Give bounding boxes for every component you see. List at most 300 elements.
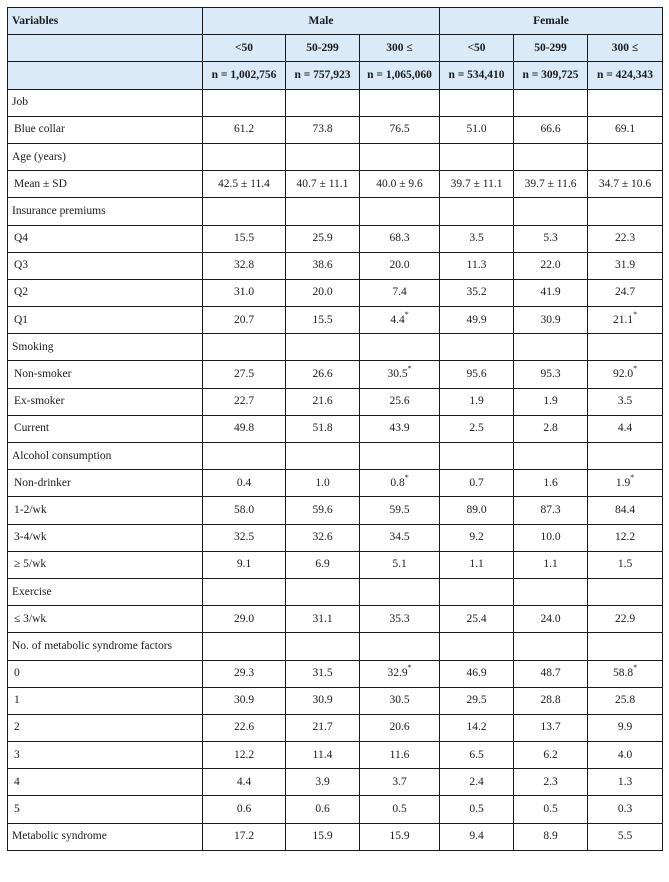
table-cell — [588, 660, 663, 687]
section-label: No. of metabolic syndrome factors — [8, 633, 203, 660]
table-cell — [588, 334, 663, 361]
table-cell — [360, 415, 440, 442]
cell-value: 29.5 — [466, 694, 487, 707]
table-cell — [588, 225, 663, 252]
table-cell — [203, 307, 286, 334]
cell-value: 39.7 ± 11.1 — [450, 177, 503, 190]
table-cell — [588, 415, 663, 442]
header-size: 300 ≤ — [588, 35, 663, 62]
table-cell — [203, 660, 286, 687]
table-cell — [203, 606, 286, 633]
cell-value: 0.8 — [390, 476, 405, 489]
cell-value: 38.6 — [312, 259, 333, 272]
cell-value: 22.0 — [540, 259, 561, 272]
cell-value: 2.4 — [469, 775, 484, 788]
cell-value: 4.0 — [617, 748, 633, 761]
cell-value: 11.6 — [389, 748, 410, 761]
cell-value: 30.5 — [387, 368, 408, 381]
cell-value: 41.9 — [540, 286, 561, 299]
significance-marker: * — [630, 472, 635, 482]
cell-value: 58.8 — [612, 667, 634, 680]
significance-marker: * — [633, 663, 638, 673]
table-cell — [588, 578, 663, 605]
cell-value: 32.9 — [387, 667, 408, 680]
cell-value: 21.1 — [612, 313, 634, 326]
table-cell — [588, 198, 663, 225]
row-label: 5 — [8, 796, 203, 823]
table-cell — [203, 225, 286, 252]
row-label: Current — [8, 415, 203, 442]
section-row — [8, 823, 663, 850]
table-cell — [286, 252, 360, 279]
cell-value: 9.1 — [236, 558, 252, 571]
section-row — [8, 578, 663, 605]
table-row — [8, 524, 663, 551]
table-cell — [440, 443, 514, 470]
table-cell — [203, 116, 286, 143]
cell-value: 95.6 — [466, 368, 487, 381]
cell-value: 1.9 — [543, 395, 558, 408]
table-cell — [588, 524, 663, 551]
table-cell — [440, 198, 514, 225]
table-cell — [286, 660, 360, 687]
table-row — [8, 470, 663, 497]
header-count: n = 424,343 — [588, 62, 663, 89]
table-cell — [286, 388, 360, 415]
cell-value: 21.7 — [312, 721, 333, 734]
table-cell — [286, 606, 360, 633]
header-blank — [8, 62, 203, 89]
table-row — [8, 388, 663, 415]
significance-marker: * — [633, 364, 638, 374]
table-cell — [440, 742, 514, 769]
row-label: 3 — [8, 742, 203, 769]
table-cell — [440, 171, 514, 198]
table-cell — [286, 470, 360, 497]
table-cell — [286, 769, 360, 796]
table-cell — [440, 279, 514, 306]
cell-value: 26.6 — [312, 368, 333, 381]
cell-value: 89.0 — [466, 503, 487, 516]
cell-value: 5.5 — [617, 830, 633, 843]
cell-value: 29.0 — [233, 612, 255, 625]
cell-value: 35.3 — [389, 612, 410, 625]
cell-value: 25.6 — [389, 395, 410, 408]
cell-value: 13.7 — [540, 721, 561, 734]
cell-value: 28.8 — [540, 694, 561, 707]
table-cell — [360, 279, 440, 306]
cell-value: 92.0 — [612, 368, 634, 381]
cell-value: 15.5 — [312, 313, 333, 326]
table-cell — [440, 143, 514, 170]
cell-value: 31.0 — [233, 286, 255, 299]
table-cell — [588, 633, 663, 660]
table-cell — [514, 470, 588, 497]
cell-value: 22.9 — [614, 612, 636, 625]
table-row — [8, 606, 663, 633]
cell-value: 25.4 — [466, 612, 487, 625]
table-cell — [203, 89, 286, 116]
cell-value: 5.1 — [392, 558, 407, 571]
table-cell — [203, 497, 286, 524]
table-cell — [514, 361, 588, 388]
table-cell — [360, 443, 440, 470]
cell-value: 35.2 — [466, 286, 487, 299]
cell-value: 1.9 — [615, 476, 631, 489]
table-cell — [286, 633, 360, 660]
table-cell — [360, 823, 440, 850]
section-label: Insurance premiums — [8, 198, 203, 225]
cell-value: 2.3 — [543, 775, 558, 788]
table-cell — [360, 334, 440, 361]
table-cell — [360, 171, 440, 198]
section-row — [8, 198, 663, 225]
section-row — [8, 334, 663, 361]
section-label: Alcohol consumption — [8, 443, 203, 470]
row-label: Non-drinker — [8, 470, 203, 497]
cell-value: 31.1 — [312, 612, 333, 625]
table-cell — [440, 606, 514, 633]
table-row — [8, 714, 663, 741]
table-cell — [203, 252, 286, 279]
cell-value: 15.5 — [233, 232, 255, 245]
header-male: Male — [203, 8, 440, 35]
cell-value: 48.7 — [540, 667, 561, 680]
table-cell — [440, 524, 514, 551]
cell-value: 30.5 — [389, 694, 410, 707]
row-label: Blue collar — [8, 116, 203, 143]
table-cell — [588, 769, 663, 796]
table-cell — [203, 443, 286, 470]
table-cell — [588, 497, 663, 524]
cell-value: 66.6 — [540, 123, 561, 136]
table-cell — [360, 742, 440, 769]
table-cell — [203, 742, 286, 769]
header-row-size — [8, 35, 663, 62]
cell-value: 39.7 ± 11.6 — [524, 177, 577, 190]
table-cell — [203, 714, 286, 741]
table-cell — [514, 524, 588, 551]
table-cell — [440, 769, 514, 796]
header-row-sex — [8, 8, 663, 35]
row-label: Ex-smoker — [8, 388, 203, 415]
table-cell — [286, 578, 360, 605]
table-cell — [203, 524, 286, 551]
table-cell — [588, 307, 663, 334]
table-row — [8, 796, 663, 823]
table-cell — [588, 361, 663, 388]
table-cell — [360, 89, 440, 116]
cell-value: 1.1 — [543, 558, 558, 571]
row-label: Non-smoker — [8, 361, 203, 388]
header-size: 50-299 — [286, 35, 360, 62]
cell-value: 84.4 — [614, 503, 636, 516]
cell-value: 31.5 — [312, 667, 333, 680]
table-row — [8, 225, 663, 252]
row-label: 4 — [8, 769, 203, 796]
header-size: 300 ≤ — [360, 35, 440, 62]
table-cell — [440, 415, 514, 442]
table-cell — [360, 660, 440, 687]
header-row-counts — [8, 62, 663, 89]
table-cell — [360, 796, 440, 823]
cell-value: 24.0 — [540, 612, 561, 625]
table-cell — [203, 470, 286, 497]
table-cell — [360, 388, 440, 415]
header-count: n = 757,923 — [286, 62, 360, 89]
cell-value: 58.0 — [233, 503, 255, 516]
table-cell — [588, 143, 663, 170]
table-cell — [286, 497, 360, 524]
table-row — [8, 742, 663, 769]
cell-value: 6.5 — [469, 748, 484, 761]
table-cell — [203, 279, 286, 306]
cell-value: 9.2 — [469, 531, 484, 544]
cell-value: 32.6 — [312, 531, 333, 544]
row-label: Q4 — [8, 225, 203, 252]
table-cell — [360, 578, 440, 605]
significance-marker: * — [407, 364, 412, 374]
table-cell — [360, 116, 440, 143]
table-row — [8, 769, 663, 796]
cell-value: 0.4 — [236, 476, 252, 489]
table-cell — [360, 198, 440, 225]
table-cell — [286, 415, 360, 442]
section-row — [8, 143, 663, 170]
table-row — [8, 551, 663, 578]
section-label: Metabolic syndrome — [8, 823, 203, 850]
table-cell — [203, 143, 286, 170]
table-cell — [514, 307, 588, 334]
row-label: ≤ 3/wk — [8, 606, 203, 633]
table-cell — [440, 714, 514, 741]
cell-value: 30.9 — [233, 694, 255, 707]
table-cell — [514, 497, 588, 524]
cell-value: 12.2 — [614, 531, 636, 544]
significance-marker: * — [633, 309, 638, 319]
table-row — [8, 497, 663, 524]
table-cell — [286, 279, 360, 306]
table-cell — [440, 660, 514, 687]
header-count: n = 1,002,756 — [203, 62, 286, 89]
table-cell — [514, 742, 588, 769]
table-cell — [514, 633, 588, 660]
section-row — [8, 633, 663, 660]
cell-value: 3.9 — [315, 775, 330, 788]
table-cell — [360, 551, 440, 578]
cell-value: 9.9 — [617, 721, 633, 734]
table-cell — [440, 578, 514, 605]
table-cell — [203, 823, 286, 850]
cell-value: 0.5 — [543, 803, 558, 816]
header-count: n = 309,725 — [514, 62, 588, 89]
cell-value: 1.6 — [543, 476, 558, 489]
table-cell — [514, 551, 588, 578]
cell-value: 9.4 — [469, 830, 484, 843]
table-cell — [440, 307, 514, 334]
table-row — [8, 279, 663, 306]
cell-value: 51.8 — [312, 422, 333, 435]
cell-value: 17.2 — [233, 830, 255, 843]
cell-value: 2.8 — [543, 422, 558, 435]
table-cell — [360, 361, 440, 388]
row-label: Q2 — [8, 279, 203, 306]
cell-value: 40.0 ± 9.6 — [376, 177, 423, 190]
cell-value: 68.3 — [389, 232, 410, 245]
cell-value: 22.6 — [233, 721, 255, 734]
cell-value: 4.4 — [617, 422, 633, 435]
table-cell — [588, 116, 663, 143]
table-cell — [588, 551, 663, 578]
table-row — [8, 307, 663, 334]
header-blank — [8, 35, 203, 62]
table-cell — [360, 606, 440, 633]
table-cell — [286, 89, 360, 116]
section-row — [8, 443, 663, 470]
table-cell — [514, 334, 588, 361]
header-variables: Variables — [8, 8, 203, 35]
table-cell — [286, 823, 360, 850]
cell-value: 14.2 — [466, 721, 487, 734]
table-cell — [286, 198, 360, 225]
row-label: 0 — [8, 660, 203, 687]
cell-value: 51.0 — [466, 123, 487, 136]
table-row — [8, 116, 663, 143]
table-cell — [360, 769, 440, 796]
table-cell — [440, 687, 514, 714]
cell-value: 4.4 — [236, 775, 252, 788]
table-cell — [286, 334, 360, 361]
cell-value: 73.8 — [312, 123, 333, 136]
cell-value: 0.7 — [469, 476, 484, 489]
table-cell — [286, 361, 360, 388]
header-size: <50 — [203, 35, 286, 62]
table-cell — [588, 823, 663, 850]
table-cell — [514, 714, 588, 741]
row-label: Q3 — [8, 252, 203, 279]
table-cell — [514, 252, 588, 279]
table-cell — [514, 279, 588, 306]
row-label: Mean ± SD — [8, 171, 203, 198]
table-cell — [514, 198, 588, 225]
header-count: n = 534,410 — [440, 62, 514, 89]
table-cell — [440, 252, 514, 279]
cell-value: 3.5 — [617, 395, 633, 408]
table-cell — [286, 742, 360, 769]
table-cell — [440, 116, 514, 143]
table-cell — [440, 225, 514, 252]
table-row — [8, 415, 663, 442]
table-cell — [514, 89, 588, 116]
table-cell — [286, 143, 360, 170]
header-count: n = 1,065,060 — [360, 62, 440, 89]
cell-value: 76.5 — [389, 123, 410, 136]
table-cell — [514, 823, 588, 850]
table-cell — [203, 769, 286, 796]
table-cell — [514, 769, 588, 796]
table-cell — [514, 388, 588, 415]
cell-value: 59.6 — [312, 503, 333, 516]
table-cell — [588, 470, 663, 497]
cell-value: 69.1 — [614, 123, 636, 136]
table-cell — [360, 497, 440, 524]
table-cell — [514, 143, 588, 170]
cell-value: 0.5 — [392, 803, 407, 816]
table-cell — [514, 796, 588, 823]
cell-value: 1.1 — [469, 558, 484, 571]
table-cell — [286, 116, 360, 143]
table-cell — [588, 714, 663, 741]
table-cell — [514, 443, 588, 470]
cell-value: 31.9 — [614, 259, 636, 272]
cell-value: 3.5 — [469, 232, 484, 245]
table-cell — [440, 823, 514, 850]
table-cell — [203, 334, 286, 361]
table-cell — [203, 361, 286, 388]
table-cell — [203, 415, 286, 442]
table-cell — [286, 225, 360, 252]
table-cell — [588, 796, 663, 823]
cell-value: 20.0 — [312, 286, 333, 299]
table-cell — [440, 551, 514, 578]
table-cell — [440, 388, 514, 415]
cell-value: 10.0 — [540, 531, 561, 544]
section-label: Job — [8, 89, 203, 116]
cell-value: 22.3 — [614, 232, 636, 245]
table-cell — [203, 198, 286, 225]
table-row — [8, 171, 663, 198]
cell-value: 32.5 — [233, 531, 255, 544]
cell-value: 29.3 — [233, 667, 255, 680]
cell-value: 87.3 — [540, 503, 561, 516]
table-cell — [286, 551, 360, 578]
table-cell — [440, 361, 514, 388]
data-table — [7, 7, 663, 851]
cell-value: 32.8 — [233, 259, 255, 272]
row-label: ≥ 5/wk — [8, 551, 203, 578]
table-cell — [286, 687, 360, 714]
cell-value: 24.7 — [614, 286, 636, 299]
significance-marker: * — [404, 472, 409, 482]
cell-value: 61.2 — [233, 123, 255, 136]
cell-value: 30.9 — [540, 313, 561, 326]
cell-value: 0.6 — [315, 803, 330, 816]
section-label: Age (years) — [8, 143, 203, 170]
header-size: 50-299 — [514, 35, 588, 62]
table-cell — [286, 307, 360, 334]
section-row — [8, 89, 663, 116]
cell-value: 25.9 — [312, 232, 333, 245]
table-cell — [440, 633, 514, 660]
cell-value: 30.9 — [312, 694, 333, 707]
table-cell — [203, 388, 286, 415]
cell-value: 15.9 — [312, 830, 333, 843]
cell-value: 25.8 — [614, 694, 636, 707]
cell-value: 59.5 — [389, 503, 410, 516]
table-cell — [514, 687, 588, 714]
table-cell — [203, 551, 286, 578]
table-cell — [360, 470, 440, 497]
cell-value: 20.6 — [389, 721, 410, 734]
header-size: <50 — [440, 35, 514, 62]
table-cell — [588, 279, 663, 306]
table-row — [8, 252, 663, 279]
table-cell — [286, 171, 360, 198]
cell-value: 1.9 — [469, 395, 484, 408]
cell-value: 22.7 — [233, 395, 255, 408]
table-cell — [360, 252, 440, 279]
cell-value: 6.2 — [543, 748, 558, 761]
